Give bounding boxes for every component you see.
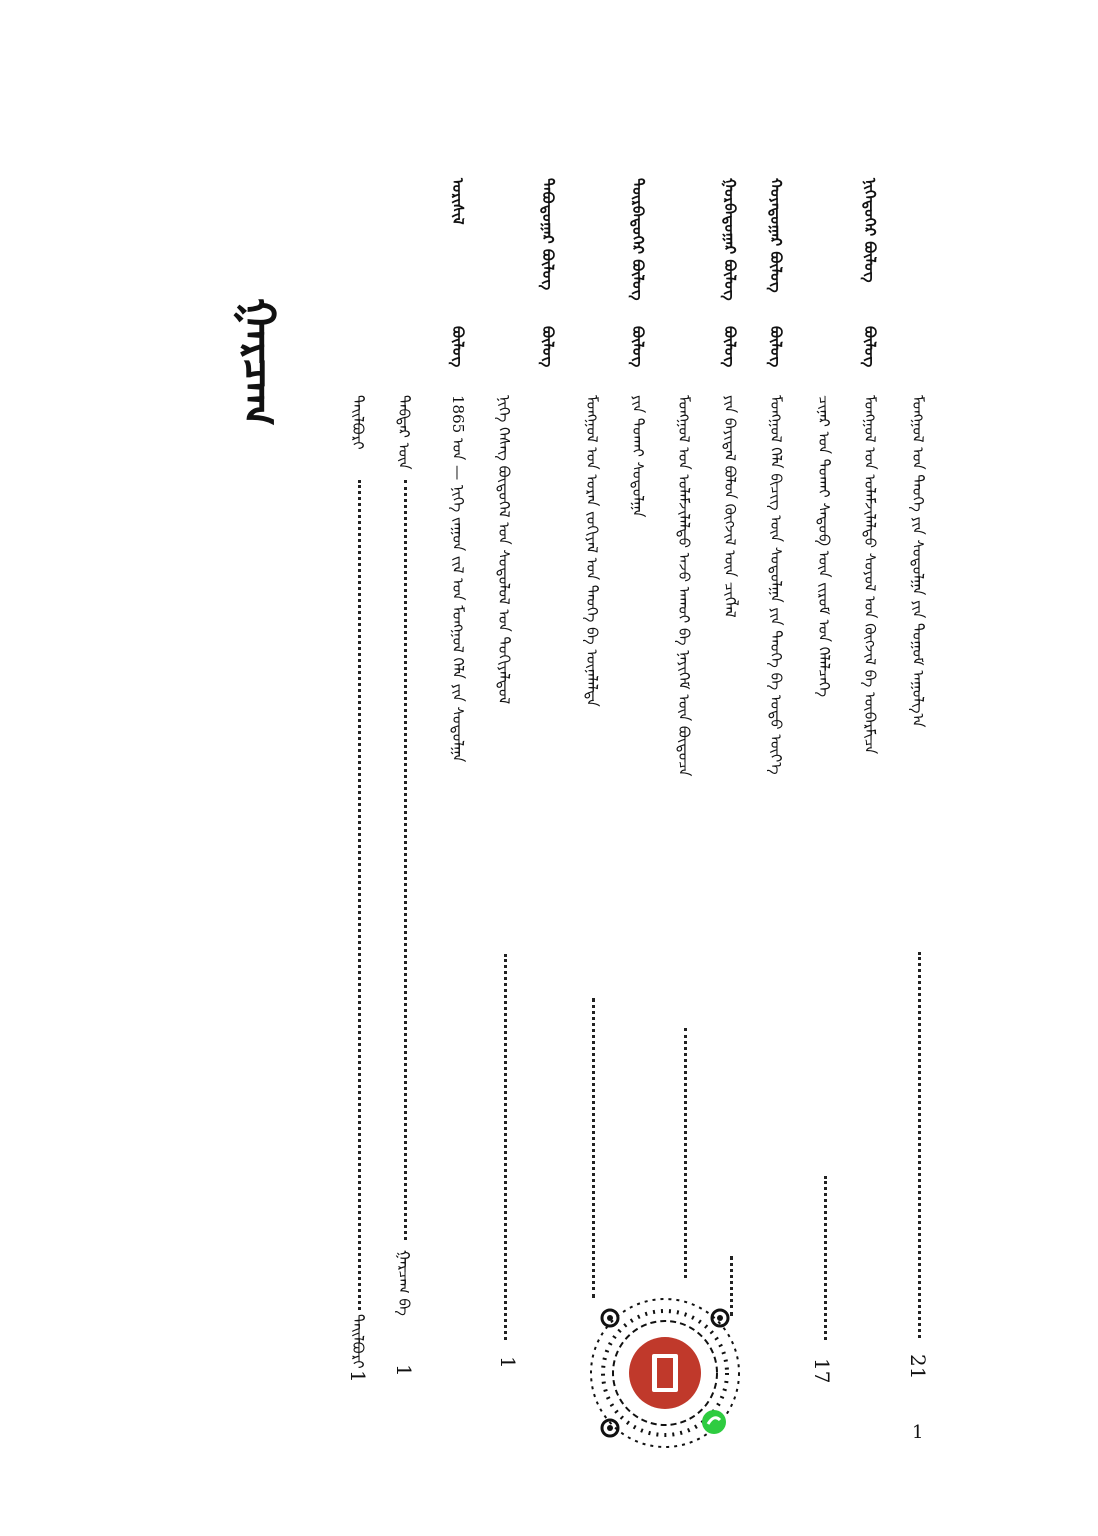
entry-text-2a: ᠮᠣᠩᠭᠣᠯ ᠤᠨ ᠤᠯᠠᠮᠵᠢᠯᠠᠯᠲᠤ ᠰᠣᠶᠣᠯ ᠤᠨ ᠬᠥᠭᠵᠢᠯ ᠪᠠ ᠥᠪᠡᠷᠮᠢᠴᠡ <box>861 395 879 755</box>
section-label-2: ᠪᠦᠯᠦᠭ <box>767 326 785 368</box>
leader-dots-tail-1 <box>404 480 407 1240</box>
entry-text-3a: ᠮᠣᠩᠭᠣᠯ ᠬᠡᠯᠡ ᠪᠢᠴᠢᠭ ᠦᠨ ᠰᠤᠳᠤᠯᠭᠠ ᠶᠢᠨ ᠲᠡᠦᠬᠡ ᠪᠠ ᠣᠳᠣ ᠦᠶ᠎ᠡ <box>767 395 785 775</box>
mini-program-qr-icon[interactable] <box>588 1296 742 1450</box>
entry-text-5a: ᠮᠣᠩᠭᠣᠯ ᠤᠨ ᠤᠷᠠᠨ ᠵᠣᠬᠢᠶᠠᠯ ᠤᠨ ᠲᠡᠦᠬᠡ ᠪᠠ ᠦᠨᠡᠯᠡᠯᠲᠡ <box>583 395 601 707</box>
tail-page-number-2: 1 <box>346 1370 370 1383</box>
entry-text-3b: ᠶᠢᠨ ᠪᠠᠶᠢᠳᠠᠯ ᠪᠣᠯᠤᠨ ᠬᠥᠭᠵᠢᠯ ᠦᠨ ᠴᠢᠭᠯᠡᠯ <box>721 395 739 618</box>
chapter-label-5: ᠲᠠᠪᠤᠳᠤᠭᠠᠷ ᠪᠦᠯᠦᠭ <box>539 178 557 291</box>
entry-text-1a: ᠮᠣᠩᠭᠣᠯ ᠤᠨ ᠲᠡᠦᠬᠡ ᠶᠢᠨ ᠰᠤᠳᠤᠯᠭᠠ ᠶᠢᠨ ᠲᠣᠭᠣᠮ ᠠᠭᠤᠯᠭ᠎ᠠ <box>909 395 927 728</box>
entry-text-2b: ᠴᠢᠨᠠᠷ ᠤᠨ ᠲᠤᠬᠠᠢ ᠰᠡᠳᠦᠪ ᠦᠨ ᠵᠢᠷᠤᠮ ᠤᠨ ᠬᠡᠯᠡᠯᠴᠡᠭᠡ <box>815 395 833 698</box>
entry-text-6a: 1865 ᠣᠨ — ᠨᠢᠭᠡ ᠵᠠᠭᠤᠨ ᠵᠢᠯ ᠤᠨ ᠮᠣᠩᠭᠣᠯ ᠬᠡᠯᠡ ᠶᠢᠨ ᠰᠤᠳᠤᠯᠭᠠ <box>449 395 467 763</box>
page-number-2: 17 <box>810 1358 834 1384</box>
page-number-5: 1 <box>496 1356 520 1369</box>
tail-entry-suffix-1: ᠭᠠᠷᠴᠠᠭ ᠪᠠ <box>395 1250 413 1316</box>
footer-page-number: 1 <box>912 1422 924 1443</box>
leader-dots-5 <box>592 998 595 1298</box>
tail-entry-label-1: ᠳᠡᠪᠲᠡᠷ ᠦᠨ <box>395 395 413 470</box>
leader-dots-1 <box>918 952 921 1338</box>
chapter-label-1: ᠨᠢᠭᠡᠳᠦᠭᠡᠷ ᠪᠦᠯᠦᠭ <box>861 178 879 283</box>
page-title: ᠭᠠᠷᠴᠠᠭ <box>233 298 284 427</box>
entry-text-5b: ᠨᠢᠭᠡ ᠬᠡᠰᠡᠭ ᠪᠦᠲᠦᠭᠡᠯ ᠤᠨ ᠰᠤᠳᠤᠯᠤᠯ ᠤᠨ ᠲᠣᠬᠢᠶᠠᠯᠳᠤᠯ <box>495 395 513 705</box>
tail-entry-suffix-2: ᠲᠠᠢᠯᠪᠤᠷᠢ <box>349 1314 367 1369</box>
entry-text-4b: ᠶᠢᠨ ᠲᠤᠬᠠᠢ ᠰᠤᠳᠤᠯᠭᠠ <box>629 395 647 518</box>
section-label-1: ᠪᠦᠯᠦᠭ <box>861 326 879 368</box>
wechat-badge-icon <box>702 1410 726 1434</box>
page-number-1: 21 <box>906 1354 930 1380</box>
entry-text-4a: ᠮᠣᠩᠭᠣᠯ ᠤᠨ ᠤᠯᠠᠮᠵᠢᠯᠠᠯᠲᠤ ᠠᠵᠤ ᠠᠬᠤᠢ ᠪᠠ ᠨᠡᠶᠢᠭᠡᠮ ᠦᠨ ᠪᠦᠲᠦᠴᠡ <box>675 395 693 777</box>
section-label-5: ᠪᠦᠯᠦᠭ <box>539 326 557 368</box>
chapter-label-2: ᠬᠣᠶᠠᠳᠤᠭᠠᠷ ᠪᠦᠯᠦᠭ <box>767 178 785 293</box>
chapter-label-4: ᠳᠥᠷᠪᠡᠳᠦᠭᠡᠷ ᠪᠦᠯᠦᠭ <box>629 178 647 301</box>
section-label-4: ᠪᠦᠯᠦᠭ <box>629 326 647 368</box>
leader-dots-4 <box>684 1028 687 1278</box>
leader-dots-tail-2 <box>358 480 361 1310</box>
chapter-label-6: ᠣᠷᠢᠰᠢᠯ <box>449 178 467 225</box>
section-label-3: ᠪᠦᠯᠦᠭ <box>721 326 739 368</box>
leader-dots-5b <box>504 954 507 1340</box>
tail-page-number-1: 1 <box>392 1364 416 1377</box>
leader-dots-2 <box>824 1176 827 1340</box>
tail-entry-label-2: ᠲᠠᠢᠯᠪᠤᠷᠢ <box>349 395 367 450</box>
section-label-6: ᠪᠦᠯᠦᠭ <box>449 326 467 368</box>
chapter-label-3: ᠭᠤᠷᠪᠠᠳᠤᠭᠠᠷ ᠪᠦᠯᠦᠭ <box>721 178 739 301</box>
